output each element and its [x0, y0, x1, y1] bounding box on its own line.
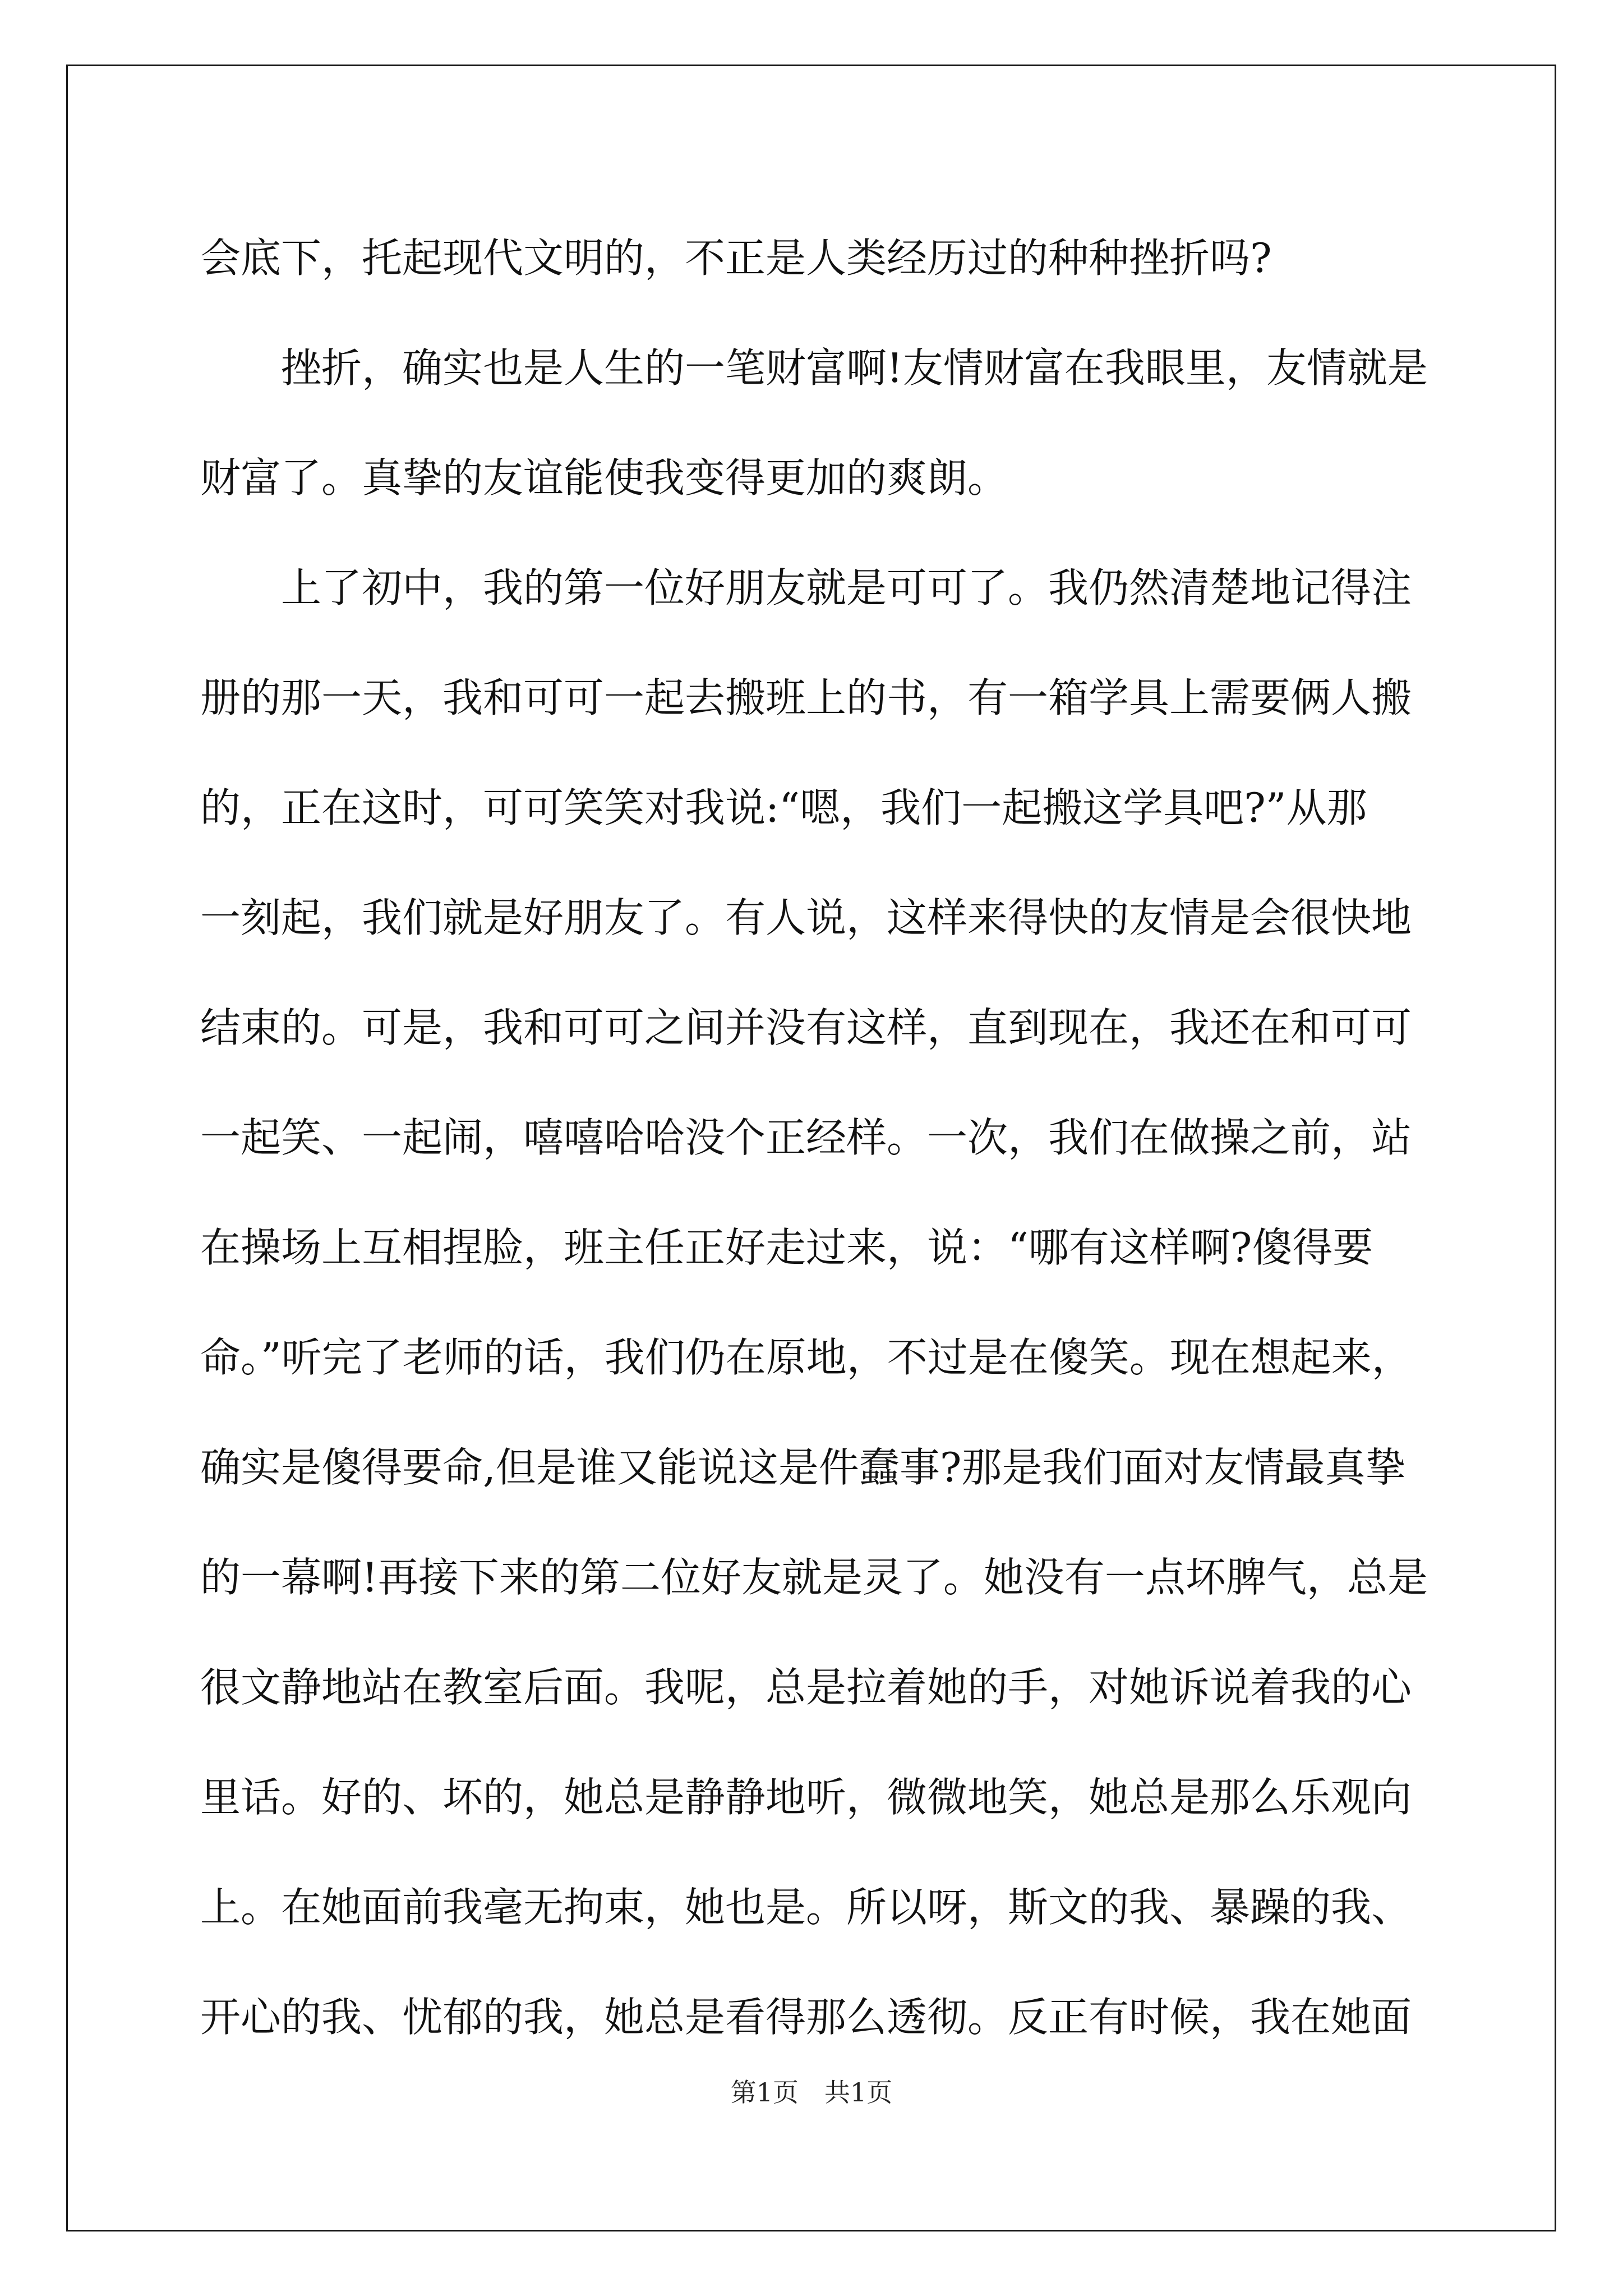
text-line: 的一幕啊!再接下来的第二位好友就是灵了。她没有一点坏脾气，总是	[200, 1554, 1428, 1601]
text-line: 册的那一天，我和可可一起去搬班上的书，有一箱学具上需要俩人搬	[200, 674, 1412, 721]
text-line: 财富了。真挚的友谊能使我变得更加的爽朗。	[200, 454, 1008, 501]
text-line: 会底下，托起现代文明的，不正是人类经历过的种种挫折吗?	[200, 234, 1272, 282]
text-line: 的，正在这时，可可笑笑对我说:“嗯，我们一起搬这学具吧?”从那	[200, 784, 1367, 831]
text-line: 结束的。可是，我和可可之间并没有这样，直到现在，我还在和可可	[200, 1004, 1412, 1051]
text-line: 里话。好的、坏的，她总是静静地听，微微地笑，她总是那么乐观向	[200, 1774, 1412, 1821]
text-line: 上。在她面前我毫无拘束，她也是。所以呀，斯文的我、暴躁的我、	[200, 1884, 1412, 1931]
page-number-footer: 第1页 共1页	[730, 2077, 893, 2108]
text-line: 一刻起，我们就是好朋友了。有人说，这样来得快的友情是会很快地	[200, 894, 1412, 941]
text-line: 很文静地站在教室后面。我呢，总是拉着她的手，对她诉说着我的心	[200, 1664, 1412, 1711]
text-line: 确实是傻得要命,但是谁又能说这是件蠢事?那是我们面对友情最真挚	[200, 1444, 1406, 1491]
text-line: 在操场上互相捏脸，班主任正好走过来，说：“哪有这样啊?傻得要	[200, 1224, 1373, 1271]
text-line: 命。”听完了老师的话，我们仍在原地，不过是在傻笑。现在想起来，	[200, 1334, 1412, 1381]
text-line: 开心的我、忧郁的我，她总是看得那么透彻。反正有时候，我在她面	[200, 1994, 1412, 2041]
text-line: 上了初中，我的第一位好朋友就是可可了。我仍然清楚地记得注	[281, 564, 1412, 611]
text-line: 挫折，确实也是人生的一笔财富啊!友情财富在我眼里，友情就是	[281, 344, 1428, 392]
text-line: 一起笑、一起闹，嘻嘻哈哈没个正经样。一次，我们在做操之前，站	[200, 1114, 1412, 1161]
